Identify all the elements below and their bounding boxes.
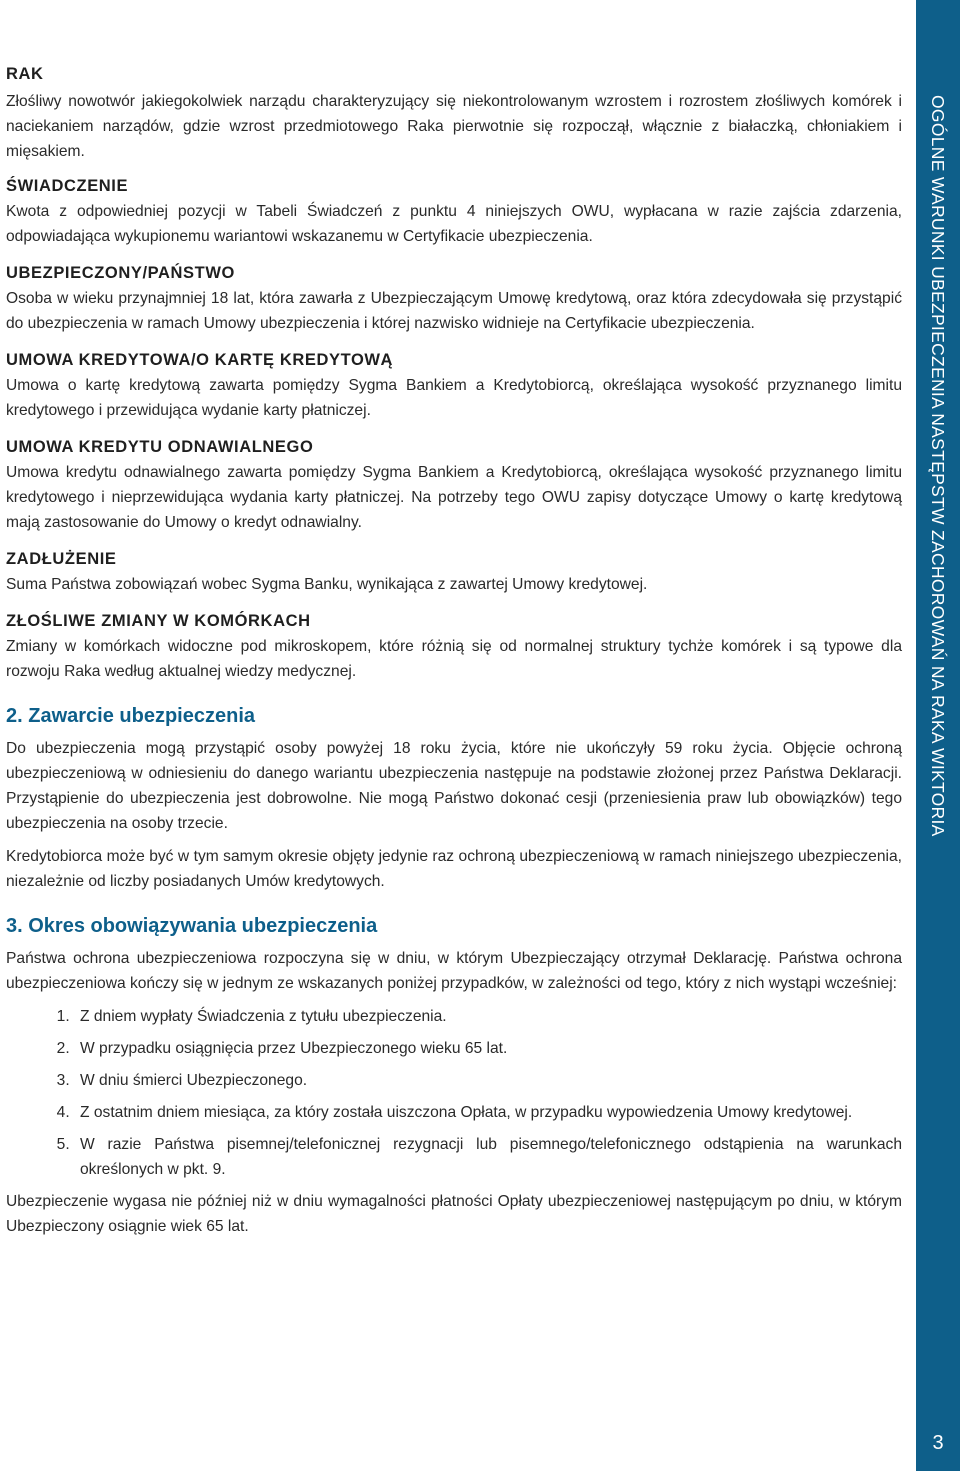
list-item: 3. W dniu śmierci Ubezpieczonego.	[74, 1068, 902, 1093]
paragraph: Kredytobiorca może być w tym samym okresie objęty jedynie raz ochroną ubezpieczeniową w ramach niniejszego ubezpieczenia, niezależnie od liczby posiadanych Umów kredytowych.	[6, 848, 902, 890]
list-item: 5. W razie Państwa pisemnej/telefonicznej rezygnacji lub pisemnego/telefonicznego odstąpienia na warunkach określonych w pkt. 9.	[74, 1132, 902, 1182]
section-heading: 2. Zawarcie ubezpieczenia	[6, 705, 255, 727]
page-number: 3	[932, 1432, 944, 1454]
sidebar-title: OGÓLNE WARUNKI UBEZPIECZENIA NASTĘPSTW ZACHOROWAŃ NA RAKA WIKTORIA	[928, 95, 948, 837]
paragraph: Państwa ochrona ubezpieczeniowa rozpoczyna się w dniu, w którym Ubezpieczający otrzymał Deklarację. Państwa ochrona ubezpieczeniowa kończy się w jednym ze wskazanych poniżej przypadków, w zależności od tego, który z nich wystąpi wcześniej:	[6, 950, 902, 992]
definition-term: ZŁOŚLIWE ZMIANY W KOMÓRKACH	[6, 612, 311, 630]
definition-term: ZADŁUŻENIE	[6, 550, 117, 568]
paragraph: Ubezpieczenie wygasa nie później niż w dniu wymagalności płatności Opłaty ubezpieczeniowej następującym po dniu, w którym Ubezpieczony osiągnie wiek 65 lat.	[6, 1193, 902, 1235]
termination-conditions-list	[6, 1004, 902, 1182]
definition-term: UMOWA KREDYTU ODNAWIALNEGO	[6, 438, 314, 456]
paragraph: Do ubezpieczenia mogą przystąpić osoby powyżej 18 roku życia, które nie ukończyły 59 roku życia. Objęcie ochroną ubezpieczeniową w odniesieniu do danego wariantu ubezpieczenia następuje na podstawie złożonej przez Państwa Deklaracji. Przystąpienie do ubezpieczenia jest dobrowolne. Nie mogą Państwo dokonać cesji (przeniesienia praw lub obowiązków) tego ubezpieczenia na osoby trzecie.	[6, 740, 902, 832]
section-heading: 3. Okres obowiązywania ubezpieczenia	[6, 915, 378, 937]
list-item: 4. Z ostatnim dniem miesiąca, za który została uiszczona Opłata, w przypadku wypowiedzenia Umowy kredytowej.	[74, 1100, 902, 1125]
definition-body: Umowa o kartę kredytową zawarta pomiędzy Sygma Bankiem a Kredytobiorcą, określająca wysokość przyznanego limitu kredytowego i przewidująca wydanie karty płatniczej.	[6, 377, 902, 419]
sidebar	[916, 0, 960, 1471]
definition-body: Kwota z odpowiedniej pozycji w Tabeli Świadczeń z punktu 4 niniejszych OWU, wypłacana w razie zajścia zdarzenia, odpowiadająca wykupionemu wariantowi wskazanemu w Certyfikacie ubezpieczenia.	[6, 203, 902, 245]
definition-body: Zmiany w komórkach widoczne pod mikroskopem, które różnią się od normalnej struktury tychże komórek i są typowe dla rozwoju Raka według aktualnej wiedzy medycznej.	[6, 638, 902, 680]
definition-body: Suma Państwa zobowiązań wobec Sygma Banku, wynikająca z zawartej Umowy kredytowej.	[6, 576, 648, 593]
definition-term: UMOWA KREDYTOWA/O KARTĘ KREDYTOWĄ	[6, 351, 394, 369]
definition-body: Osoba w wieku przynajmniej 18 lat, która zawarła z Ubezpieczającym Umowę kredytową, oraz która zdecydowała się przystąpić do ubezpieczenia w ramach Umowy ubezpieczenia i której nazwisko widnieje na Certyfikacie ubezpieczenia.	[6, 290, 902, 332]
definition-body: Złośliwy nowotwór jakiegokolwiek narządu charakteryzujący się niekontrolowanym wzrostem i rozrostem złośliwych komórek i naciekaniem narządów, gdzie wzrost przedmiotowego Raka pierwotnie się rozpoczął, włącznie z białaczką, chłoniakiem i mięsakiem.	[6, 93, 902, 160]
list-item: 1. Z dniem wypłaty Świadczenia z tytułu ubezpieczenia.	[74, 1004, 902, 1029]
list-item: 2. W przypadku osiągnięcia przez Ubezpieczonego wieku 65 lat.	[74, 1036, 902, 1061]
definition-term: RAK	[6, 65, 44, 83]
definition-term: UBEZPIECZONY/PAŃSTWO	[6, 264, 235, 282]
document-body	[6, 62, 902, 1247]
definition-body: Umowa kredytu odnawialnego zawarta pomiędzy Sygma Bankiem a Kredytobiorcą, określająca wysokość przyznanego limitu kredytowego i nieprzewidująca wydania karty płatniczej. Na potrzeby tego OWU zapisy dotyczące Umowy o kartę kredytową mają zastosowanie do Umowy o kredyt odnawialny.	[6, 464, 902, 531]
definition-term: ŚWIADCZENIE	[6, 177, 129, 195]
